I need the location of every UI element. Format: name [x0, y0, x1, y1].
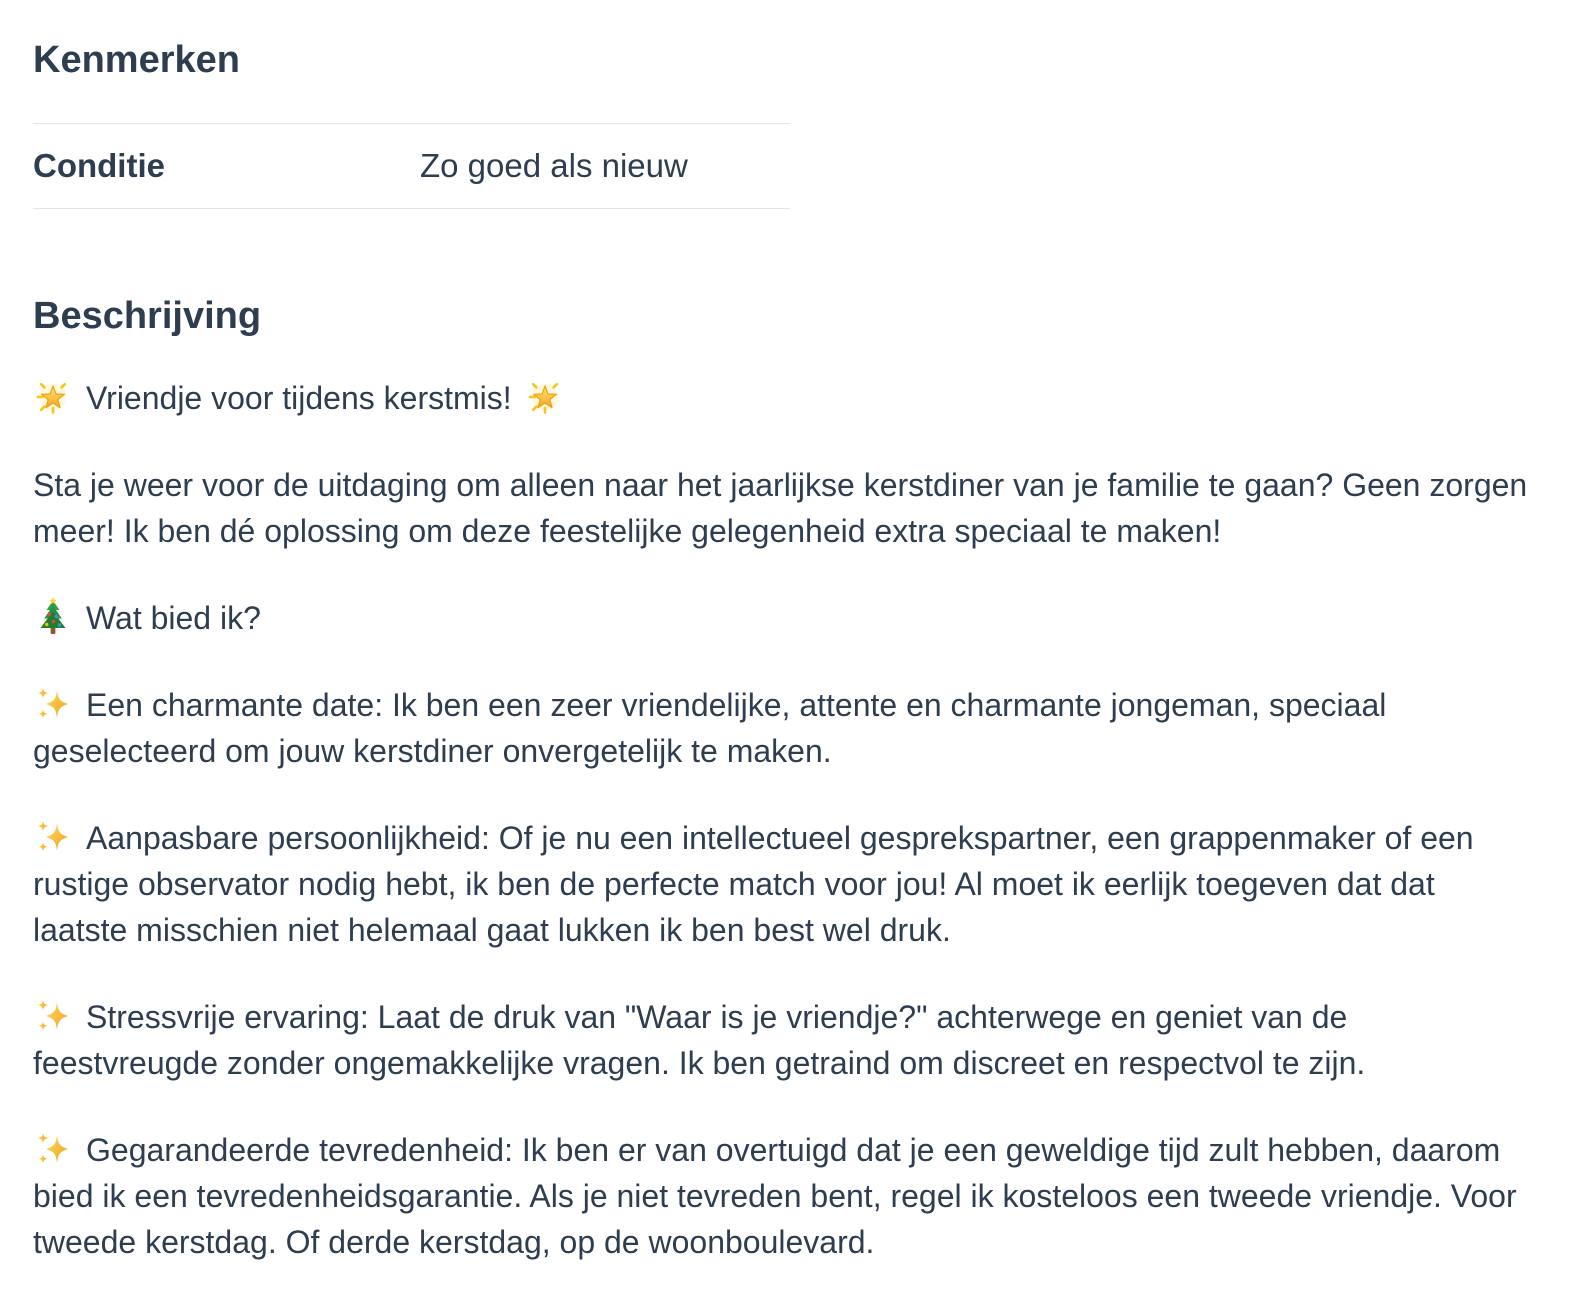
glowing-star-icon [33, 377, 73, 417]
sparkles-icon [33, 996, 73, 1036]
paragraph-text: Aanpasbare persoonlijkheid: Of je nu een intellectueel gesprekspartner, een grappenmaker of een rustige observator nodig hebt, ik ben de perfecte match voor jou! Al moet ik eerlijk toegeven dat dat laatste misschien niet helemaal gaat lukken ik ben best wel druk. [33, 820, 1474, 948]
description-paragraph [33, 375, 1537, 421]
attribute-row [33, 123, 790, 209]
description [33, 375, 1537, 1265]
beschrijving-heading: Beschrijving [33, 295, 262, 337]
attribute-label: Conditie [33, 147, 165, 184]
paragraph-text: Vriendje voor tijdens kerstmis! [86, 380, 512, 416]
sparkles-icon [33, 1129, 73, 1169]
sparkles-icon [33, 817, 73, 857]
description-paragraph [33, 682, 1537, 774]
glowing-star-icon [525, 377, 565, 417]
paragraph-text: Gegarandeerde tevredenheid: Ik ben er van overtuigd dat je een geweldige tijd zult hebben, daarom bied ik een tevredenheidsgarantie. Als je niet tevreden bent, regel ik kosteloos een tweede vriendje. Voor tweede kerstdag. Of derde kerstdag, op de woonboulevard. [33, 1132, 1517, 1260]
description-paragraph [33, 462, 1537, 554]
paragraph-text: Een charmante date: Ik ben een zeer vriendelijke, attente en charmante jongeman, speciaal geselecteerd om jouw kerstdiner onvergetelijk te maken. [33, 687, 1387, 769]
paragraph-text: Sta je weer voor de uitdaging om alleen naar het jaarlijkse kerstdiner van je familie te gaan? Geen zorgen meer! Ik ben dé oplossing om deze feestelijke gelegenheid extra speciaal te maken! [33, 467, 1528, 549]
christmas-tree-icon [33, 597, 73, 637]
description-paragraph [33, 994, 1537, 1086]
description-paragraph [33, 595, 1537, 641]
description-paragraph [33, 815, 1537, 953]
sparkles-icon [33, 684, 73, 724]
description-paragraph [33, 1127, 1537, 1265]
paragraph-text: Stressvrije ervaring: Laat de druk van "Waar is je vriendje?" achterwege en geniet van de feestvreugde zonder ongemakkelijke vragen. Ik ben getraind om discreet en respectvol te zijn. [33, 999, 1366, 1081]
paragraph-text: Wat bied ik? [86, 600, 261, 636]
kenmerken-heading: Kenmerken [33, 39, 240, 81]
attribute-value: Zo goed als nieuw [420, 147, 688, 184]
